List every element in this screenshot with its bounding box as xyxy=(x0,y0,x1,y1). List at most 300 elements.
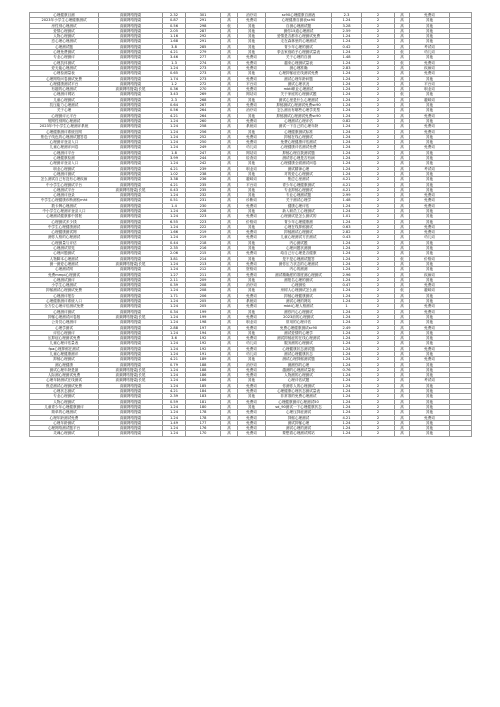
related-level-cell: 高 xyxy=(395,150,410,155)
related-index-cell: 2.96 xyxy=(332,272,362,277)
source-cell: 高频网络搜索 xyxy=(99,166,163,171)
related-category-cell: 其他 xyxy=(410,336,450,341)
category-cell: 其他 xyxy=(238,187,266,192)
volume-cell: 231 xyxy=(186,198,221,203)
category-cell: 免费词 xyxy=(238,346,266,351)
related-category-cell: 免费词 xyxy=(410,325,450,330)
rank-cell: 2 xyxy=(362,171,395,176)
related-index-cell: 1.24 xyxy=(332,394,362,399)
related-category-cell: 其他 xyxy=(410,299,450,304)
level-cell: 高 xyxy=(221,352,238,357)
related-keyword-cell: 青少年心理的测试 xyxy=(266,44,332,49)
index-cell: 1.24 xyxy=(163,140,186,145)
index-cell: 4.21 xyxy=(163,182,186,187)
level-cell: 高 xyxy=(221,214,238,219)
source-cell: 高频网络搜索 xyxy=(99,177,163,182)
category-cell: 其他 xyxy=(238,309,266,314)
keyword-cell: 公务员心理测评 xyxy=(30,320,99,325)
category-cell: 免费词 xyxy=(238,76,266,81)
rank-cell: 2 xyxy=(362,182,395,187)
related-level-cell: 高 xyxy=(395,171,410,176)
related-keyword-cell: 测你15道心理测试 xyxy=(266,28,332,33)
rank-cell: 2 xyxy=(362,299,395,304)
category-cell: 幼儿词 xyxy=(238,352,266,357)
index-cell: 0.43 xyxy=(163,187,186,192)
source-cell: 高频网络搜索 xyxy=(99,272,163,277)
level-cell: 高 xyxy=(221,134,238,139)
related-keyword-cell: 测试抑郁症的在线心理测试 xyxy=(266,336,332,341)
level-cell: 高 xyxy=(221,367,238,372)
category-cell: 免费词 xyxy=(238,235,266,240)
keyword-cell: 心理测评登录入口 xyxy=(30,161,99,166)
level-cell: 高 xyxy=(221,97,238,102)
category-cell: 其他 xyxy=(238,23,266,28)
related-index-cell: 0.42 xyxy=(332,44,362,49)
related-keyword-cell: 测试你心理是否有病 xyxy=(266,156,332,161)
index-cell: 1.24 xyxy=(163,288,186,293)
related-category-cell: 其他 xyxy=(410,399,450,404)
index-cell: 1.24 xyxy=(163,346,186,351)
volume-cell: 277 xyxy=(186,55,221,60)
rank-cell: 2 xyxy=(362,346,395,351)
volume-cell: 244 xyxy=(186,156,221,161)
related-keyword-cell: 测报名心理的测试 xyxy=(266,277,332,282)
related-index-cell: 1.24 xyxy=(332,420,362,425)
level-cell: 高 xyxy=(221,28,238,33)
keyword-cell: 爱情心理测试 xyxy=(30,28,99,33)
level-cell: 高 xyxy=(221,13,238,18)
category-cell: 网站词 xyxy=(238,150,266,155)
level-cell: 高 xyxy=(221,140,238,145)
keyword-cell: 心理问题测试 xyxy=(30,251,99,256)
index-cell: 0.51 xyxy=(163,198,186,203)
related-keyword-cell: 心理测试是怎么测试的 xyxy=(266,214,332,219)
level-cell: 高 xyxy=(221,92,238,97)
related-index-cell: 1.24 xyxy=(332,150,362,155)
related-level-cell: 高 xyxy=(395,336,410,341)
source-cell: 高频网络搜索 xyxy=(99,18,163,23)
source-cell: 高频网络搜索 xyxy=(99,28,163,33)
index-cell: 1.24 xyxy=(163,404,186,409)
volume-cell: 176 xyxy=(186,426,221,431)
related-keyword-cell: 对的爱心心理测试 xyxy=(266,171,332,176)
category-cell: 平台词 xyxy=(238,182,266,187)
related-level-cell: 高 xyxy=(395,219,410,224)
volume-cell: 291 xyxy=(186,39,221,44)
related-index-cell: 1.24 xyxy=(332,288,362,293)
volume-cell: 178 xyxy=(186,415,221,420)
source-cell: 高频网络搜索 xyxy=(99,214,163,219)
keyword-cell: 心理测试网 xyxy=(30,267,99,272)
keyword-cell: fpa心理抑郁在测试 xyxy=(30,346,99,351)
related-level-cell: 高 xyxy=(395,182,410,187)
keyword-cell: 心理测评登录 xyxy=(30,193,99,198)
source-cell: 高频网络搜索 xyxy=(99,118,163,123)
level-cell: 高 xyxy=(221,129,238,134)
related-index-cell: 1.24 xyxy=(332,346,362,351)
rank-cell: 2 xyxy=(362,87,395,92)
category-cell: 诊断词 xyxy=(238,198,266,203)
category-cell: 检查词 xyxy=(238,156,266,161)
related-level-cell: 高 xyxy=(395,103,410,108)
index-cell: 0.44 xyxy=(163,240,186,245)
category-cell: 免费词 xyxy=(238,87,266,92)
related-category-cell: 免费词 xyxy=(410,145,450,150)
related-level-cell: 高 xyxy=(395,352,410,357)
related-index-cell: 1.24 xyxy=(332,81,362,86)
source-cell: 高频网络搜索 xyxy=(99,203,163,208)
related-category-cell: 其他 xyxy=(410,320,450,325)
keyword-cell: 抗压能力心理测试 xyxy=(30,103,99,108)
source-cell: 高频网络搜索 xyxy=(99,60,163,65)
related-level-cell: 高 xyxy=(395,214,410,219)
related-category-cell: 其他 xyxy=(410,214,450,219)
source-cell: 高频网络搜索 xyxy=(99,171,163,176)
related-category-cell: 趣味词 xyxy=(410,97,450,102)
volume-cell: 170 xyxy=(186,431,221,436)
related-keyword-cell: 心理在线抑郁测试 xyxy=(266,224,332,229)
volume-cell: 274 xyxy=(186,60,221,65)
keyword-cell: 抑郁测试心理测试免费 xyxy=(30,288,99,293)
related-category-cell: 其他 xyxy=(410,34,450,39)
source-cell: 高频网络搜索 xyxy=(99,341,163,346)
rank-cell: 2 xyxy=(362,23,395,28)
category-cell: 其他 xyxy=(238,240,266,245)
level-cell: 高 xyxy=(221,198,238,203)
source-cell: 高频网络搜索 xyxy=(99,426,163,431)
category-cell: 免费词 xyxy=(238,325,266,330)
related-category-cell: 其他 xyxy=(410,23,450,28)
keyword-cell: 心理测试常见 xyxy=(30,246,99,251)
volume-cell: 273 xyxy=(186,65,221,70)
related-keyword-cell: 心理健康全面测试问卷 xyxy=(266,161,332,166)
related-index-cell: 1.24 xyxy=(332,203,362,208)
keyword-cell: 关于心理 xyxy=(30,108,99,113)
related-keyword-cell: 常用的心理评估 xyxy=(266,320,332,325)
index-cell: 0.56 xyxy=(163,108,186,113)
category-cell: 免费词 xyxy=(238,203,266,208)
related-keyword-cell: 2023前的心理测试 xyxy=(266,314,332,319)
keyword-cell: 恋心理心理测试 xyxy=(30,39,99,44)
volume-cell: 205 xyxy=(186,304,221,309)
level-cell: 高 xyxy=(221,330,238,335)
related-level-cell: 高 xyxy=(395,166,410,171)
related-category-cell: 其他 xyxy=(410,420,450,425)
related-category-cell: 平台词 xyxy=(410,81,450,86)
volume-cell: 198 xyxy=(186,320,221,325)
volume-cell: 181 xyxy=(186,399,221,404)
source-cell: 高频网络搜索 xyxy=(99,71,163,76)
level-cell: 高 xyxy=(221,60,238,65)
rank-cell: 2 xyxy=(362,208,395,213)
related-category-cell: 免费词 xyxy=(410,346,450,351)
index-cell: 0.39 xyxy=(163,283,186,288)
volume-cell: 192 xyxy=(186,346,221,351)
index-cell: 1.24 xyxy=(163,161,186,166)
category-cell: 幼儿词 xyxy=(238,145,266,150)
rank-cell: 2 xyxy=(362,224,395,229)
category-cell: 免费词 xyxy=(238,118,266,123)
source-cell: 高频网络搜索 xyxy=(99,404,163,409)
keyword-cell: 爱无能心理测试 xyxy=(30,65,99,70)
level-cell: 高 xyxy=(221,235,238,240)
table-row xyxy=(30,431,472,436)
related-level-cell: 高 xyxy=(395,23,410,28)
related-level-cell: 高 xyxy=(395,293,410,298)
related-index-cell: 1.24 xyxy=(332,314,362,319)
related-index-cell: 2.99 xyxy=(332,193,362,198)
related-keyword-cell: 抑郁心理测试 xyxy=(266,415,332,420)
related-keyword-cell: 心理健康测评心理测试50 xyxy=(266,399,332,404)
related-category-cell: 免费词 xyxy=(410,224,450,229)
keyword-cell: 心理健康测试平台 xyxy=(30,81,99,86)
category-cell: 免费词 xyxy=(238,214,266,219)
volume-cell: 188 xyxy=(186,362,221,367)
keyword-cell: 心理免费测试 xyxy=(30,50,99,55)
related-category-cell: 其他 xyxy=(410,161,450,166)
related-category-cell: 免费词 xyxy=(410,198,450,203)
source-cell: 高频网络搜索 xyxy=(99,336,163,341)
rank-cell: 2 xyxy=(362,39,395,44)
volume-cell: 177 xyxy=(186,420,221,425)
category-cell: 免费词 xyxy=(238,399,266,404)
related-level-cell: 高 xyxy=(395,208,410,213)
volume-cell: 285 xyxy=(186,44,221,49)
related-keyword-cell: 测试心理抑郁测试题 xyxy=(266,357,332,362)
rank-cell: 2 xyxy=(362,81,395,86)
volume-cell: 273 xyxy=(186,76,221,81)
related-level-cell: 高 xyxy=(395,261,410,266)
related-level-cell: 高 xyxy=(395,113,410,118)
related-index-cell: 1.24 xyxy=(332,92,362,97)
keyword-cell: 人际测心理测试免费 xyxy=(30,373,99,378)
index-cell: 0.64 xyxy=(163,103,186,108)
related-category-cell: 其他 xyxy=(410,314,450,319)
related-category-cell: 趣味词 xyxy=(410,288,450,293)
source-cell: 高频网络搜索 xyxy=(99,124,163,129)
keyword-cell: 儿童心理评估量表 xyxy=(30,341,99,346)
level-cell: 高 xyxy=(221,341,238,346)
related-keyword-cell: 测心理准确 xyxy=(266,65,332,70)
related-keyword-cell: 关于心理的自测 xyxy=(266,55,332,60)
related-keyword-cell: 健康心理评估 xyxy=(266,203,332,208)
level-cell: 高 xyxy=(221,124,238,129)
level-cell: 高 xyxy=(221,420,238,425)
source-cell: 高频网络搜索 xyxy=(99,277,163,282)
category-cell: 其他 xyxy=(238,330,266,335)
related-category-cell: 其他 xyxy=(410,426,450,431)
related-index-cell: 1.24 xyxy=(332,97,362,102)
index-cell: 1.24 xyxy=(163,352,186,357)
level-cell: 高 xyxy=(221,187,238,192)
level-cell: 高 xyxy=(221,277,238,282)
related-index-cell: 1.24 xyxy=(332,320,362,325)
index-cell: 0.56 xyxy=(163,23,186,28)
related-index-cell: 1.24 xyxy=(332,277,362,282)
level-cell: 高 xyxy=(221,118,238,123)
keyword-cell: 职业心理测试 xyxy=(30,166,99,171)
rank-cell: 2 xyxy=(362,410,395,415)
keyword-cell: 2023年中小学生心理测评系统 xyxy=(30,124,99,129)
level-cell: 高 xyxy=(221,87,238,92)
volume-cell: 209 xyxy=(186,277,221,282)
volume-cell: 252 xyxy=(186,134,221,139)
related-level-cell: 高 xyxy=(395,389,410,394)
index-cell: 4.21 xyxy=(163,113,186,118)
keyword-cell: 灵魂心理测试 xyxy=(30,431,99,436)
related-keyword-cell: 心理健康评估测试免费 xyxy=(266,145,332,150)
category-cell: 其他 xyxy=(238,277,266,282)
source-cell: 高频网络搜索 xyxy=(99,420,163,425)
category-cell: 免费词 xyxy=(238,420,266,425)
volume-cell: 199 xyxy=(186,314,221,319)
volume-cell: 235 xyxy=(186,187,221,192)
related-index-cell: 0.76 xyxy=(332,367,362,372)
volume-cell: 242 xyxy=(186,161,221,166)
related-keyword-cell: 测试爱情的心理学 xyxy=(266,330,332,335)
category-cell: 其他 xyxy=(238,97,266,102)
category-cell: 免费词 xyxy=(238,367,266,372)
level-cell: 高 xyxy=(221,230,238,235)
index-cell: 0.59 xyxy=(163,399,186,404)
volume-cell: 272 xyxy=(186,81,221,86)
source-cell: 高频网络搜索 xyxy=(99,410,163,415)
keyword-cell: 心理健康检测 xyxy=(30,156,99,161)
related-keyword-cell: 测试抑郁心理 xyxy=(266,420,332,425)
related-keyword-cell: 专业抑郁心理测试 xyxy=(266,187,332,192)
index-cell: 2.3 xyxy=(163,97,186,102)
source-cell: 高频网络搜索 xyxy=(99,113,163,118)
related-level-cell: 高 xyxy=(395,198,410,203)
related-keyword-cell: 抑郁测试心理测试 xyxy=(266,230,332,235)
volume-cell: 199 xyxy=(186,309,221,314)
related-level-cell: 高 xyxy=(395,267,410,272)
keyword-cell: 专业心理测评 xyxy=(30,55,99,60)
source-cell: 高频网络搜索 xyxy=(99,198,163,203)
index-cell: 6.55 xyxy=(163,219,186,224)
keyword-cell: 测你人格的心理测试 xyxy=(30,235,99,240)
source-cell: 高频网络搜索 xyxy=(99,251,163,256)
related-category-cell: 其他 xyxy=(410,352,450,357)
level-cell: 高 xyxy=(221,267,238,272)
related-level-cell: 高 xyxy=(395,187,410,192)
source-cell: 高频网络搜索 xyxy=(99,346,163,351)
related-keyword-cell: 儿童心理测试方法测试 xyxy=(266,235,332,240)
volume-cell: 188 xyxy=(186,367,221,372)
related-keyword-cell: 测试一下自己的心理年龄 xyxy=(266,124,332,129)
related-level-cell: 高 xyxy=(395,203,410,208)
related-keyword-cell: 心理健康心理状态测试量表 xyxy=(266,389,332,394)
related-level-cell: 高 xyxy=(395,330,410,335)
level-cell: 高 xyxy=(221,357,238,362)
volume-cell: 197 xyxy=(186,325,221,330)
level-cell: 高 xyxy=(221,18,238,23)
index-cell: 1.24 xyxy=(163,373,186,378)
index-cell: 2.32 xyxy=(163,13,186,18)
category-cell: 资格词 xyxy=(238,267,266,272)
category-cell: 免费词 xyxy=(238,336,266,341)
volume-cell: 213 xyxy=(186,261,221,266)
keyword-cell: 抑郁心理测试 xyxy=(30,357,99,362)
related-index-cell: 1.24 xyxy=(332,389,362,394)
category-cell: 免费词 xyxy=(238,426,266,431)
index-cell: 2.05 xyxy=(163,28,186,33)
related-index-cell: 1.24 xyxy=(332,373,362,378)
related-index-cell: 1.24 xyxy=(332,293,362,298)
related-category-cell: 其他 xyxy=(410,187,450,192)
related-level-cell: 高 xyxy=(395,357,410,362)
level-cell: 高 xyxy=(221,208,238,213)
source-cell: 高频网络搜索 xyxy=(99,235,163,240)
index-cell: 1.24 xyxy=(163,383,186,388)
volume-cell: 249 xyxy=(186,145,221,150)
category-cell: 其他 xyxy=(238,113,266,118)
keyword-cell: 心理健康测试网 xyxy=(30,230,99,235)
related-level-cell: 高 xyxy=(395,81,410,86)
keyword-cell: 中小学生心理测试平台 xyxy=(30,182,99,187)
category-cell: 免费词 xyxy=(238,60,266,65)
index-cell: 2.35 xyxy=(163,246,186,251)
category-cell: 其他 xyxy=(238,71,266,76)
volume-cell: 256 xyxy=(186,129,221,134)
related-level-cell: 高 xyxy=(395,97,410,102)
related-category-cell: 其他 xyxy=(410,103,450,108)
index-cell: 1.8 xyxy=(163,150,186,155)
category-cell: 平台词 xyxy=(238,81,266,86)
source-cell: 高频网络搜索 xyxy=(99,208,163,213)
source-cell: 高频网络搜索 xyxy=(99,246,163,251)
related-level-cell: 高 xyxy=(395,431,410,436)
rank-cell: 2 xyxy=(362,92,395,97)
related-index-cell: 1.24 xyxy=(332,431,362,436)
level-cell: 高 xyxy=(221,346,238,351)
category-cell: 免费词 xyxy=(238,251,266,256)
related-index-cell: 1.24 xyxy=(332,161,362,166)
index-cell: 1.71 xyxy=(163,293,186,298)
source-cell: 高频网络搜索 xyxy=(99,39,163,44)
category-cell: 免费词 xyxy=(238,389,266,394)
volume-cell: 205 xyxy=(186,299,221,304)
rank-cell: 2 xyxy=(362,34,395,39)
related-category-cell: 其他 xyxy=(410,55,450,60)
related-level-cell: 高 xyxy=(395,309,410,314)
level-cell: 高 xyxy=(221,314,238,319)
related-index-cell: 1.24 xyxy=(332,256,362,261)
source-cell: 高频网络搜索 xyxy=(99,293,163,298)
related-category-cell: 疾病词 xyxy=(410,272,450,277)
related-keyword-cell: 服务测的心理测试 xyxy=(266,341,332,346)
rank-cell: 2 xyxy=(362,161,395,166)
index-cell: 1.24 xyxy=(163,145,186,150)
volume-cell: 247 xyxy=(186,150,221,155)
category-cell: 免费词 xyxy=(238,431,266,436)
related-keyword-cell: 你测你人的心理测试 xyxy=(266,383,332,388)
related-level-cell: 高 xyxy=(395,87,410,92)
index-cell: 1.24 xyxy=(163,378,186,383)
related-category-cell: 价格词 xyxy=(410,256,450,261)
related-category-cell: 其他 xyxy=(410,28,450,33)
volume-cell: 260 xyxy=(186,118,221,123)
source-cell: 高频网络搜索 xyxy=(99,389,163,394)
related-level-cell: 高 xyxy=(395,161,410,166)
level-cell: 高 xyxy=(221,431,238,436)
keyword-cell: 焦色子线色的心理测试题答卷 xyxy=(30,134,99,139)
source-cell: 高频网络搜索 xyxy=(99,193,163,198)
source-cell: 高频网络搜索|长尾 xyxy=(99,87,163,92)
keyword-cell: 测心理健康 xyxy=(30,362,99,367)
category-cell: 其他 xyxy=(238,28,266,33)
level-cell: 高 xyxy=(221,299,238,304)
